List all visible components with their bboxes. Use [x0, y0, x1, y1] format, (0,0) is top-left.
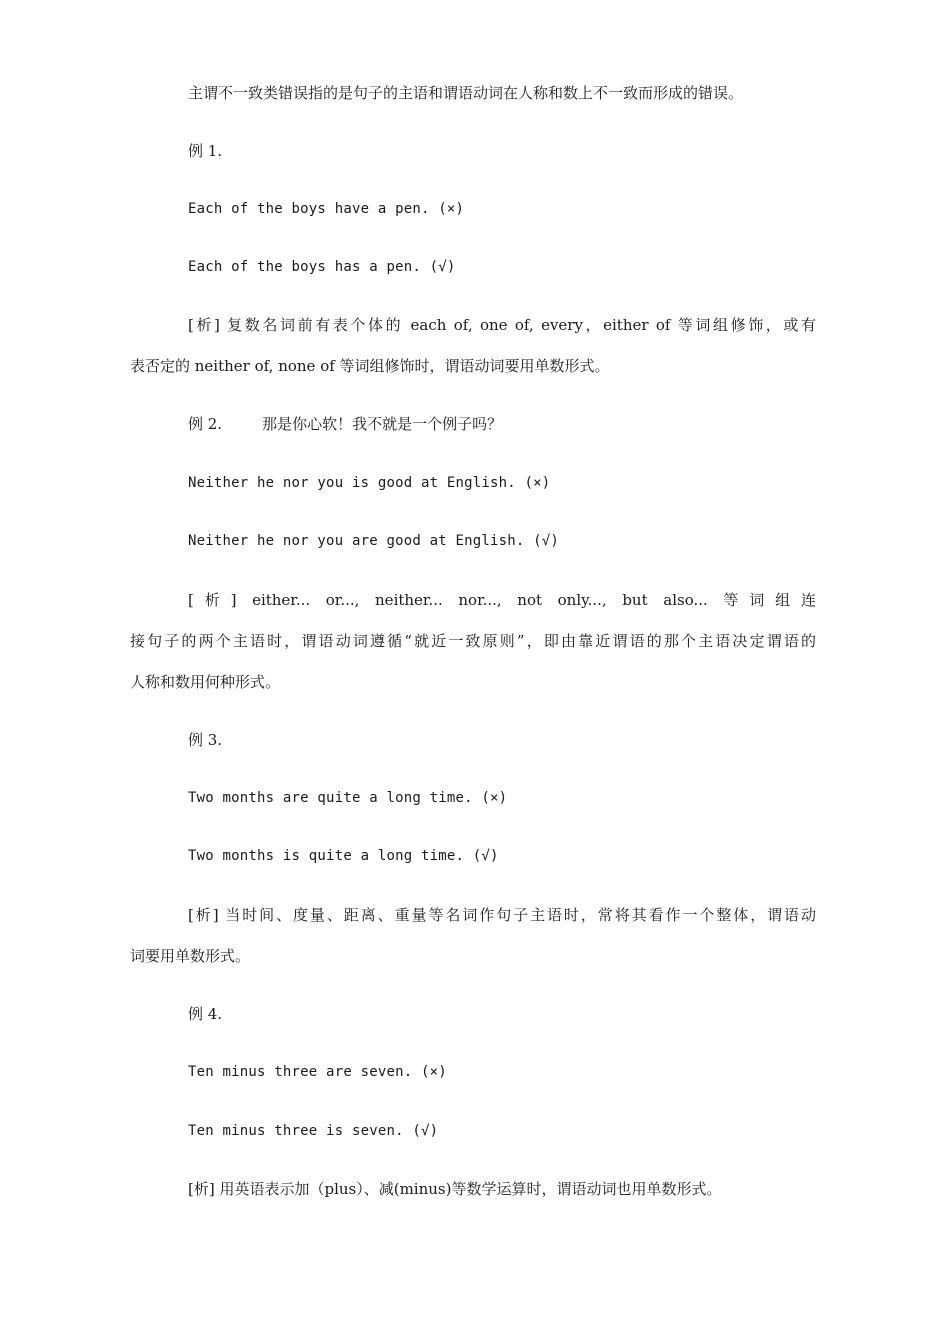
example-2-label: 例 2.	[188, 415, 223, 433]
example-2-analysis-line-2: 接句子的两个主语时，谓语动词遵循“就近一致原则”，即由靠近谓语的那个主语决定谓语的	[130, 632, 816, 650]
example-2-wrong-sentence: Neither he nor you is good at English. (×)	[188, 475, 551, 491]
example-3-correct-sentence: Two months is quite a long time. (√)	[188, 848, 499, 864]
example-2-note: 那是你心软！我不就是一个例子吗？	[262, 415, 503, 433]
example-1-label: 例 1.	[188, 142, 223, 160]
example-2-analysis-line-1: [析] either... or..., neither... nor..., not only..., but also... 等词组连	[188, 591, 816, 609]
example-4-label: 例 4.	[188, 1005, 223, 1023]
intro-paragraph: 主谓不一致类错误指的是句子的主语和谓语动词在人称和数上不一致而形成的错误。	[188, 84, 744, 102]
example-2-heading	[188, 414, 502, 434]
example-3-analysis-line-2: 词要用单数形式。	[130, 947, 251, 965]
example-3-label: 例 3.	[188, 731, 223, 749]
example-1-wrong-sentence: Each of the boys have a pen. (×)	[188, 201, 465, 217]
example-1-correct-sentence: Each of the boys has a pen. (√)	[188, 259, 456, 275]
example-2-correct-sentence: Neither he nor you are good at English. (√)	[188, 533, 560, 549]
example-2-analysis-line-3: 人称和数用何种形式。	[130, 673, 281, 691]
example-1-analysis-line-2: 表否定的 neither of, none of 等词组修饰时，谓语动词要用单数形式。	[130, 357, 610, 375]
example-4-wrong-sentence: Ten minus three are seven. (×)	[188, 1064, 447, 1080]
example-4-analysis-line-1: [析] 用英语表示加（plus）、减(minus)等数学运算时，谓语动词也用单数形式。	[188, 1180, 722, 1198]
example-3-wrong-sentence: Two months are quite a long time. (×)	[188, 790, 508, 806]
example-3-analysis-line-1: [析] 当时间、度量、距离、重量等名词作句子主语时，常将其看作一个整体，谓语动	[188, 906, 816, 924]
example-1-analysis-line-1: [析] 复数名词前有表个体的 each of, one of, every，either of 等词组修饰，或有	[188, 316, 816, 334]
example-4-correct-sentence: Ten minus three is seven. (√)	[188, 1123, 439, 1139]
